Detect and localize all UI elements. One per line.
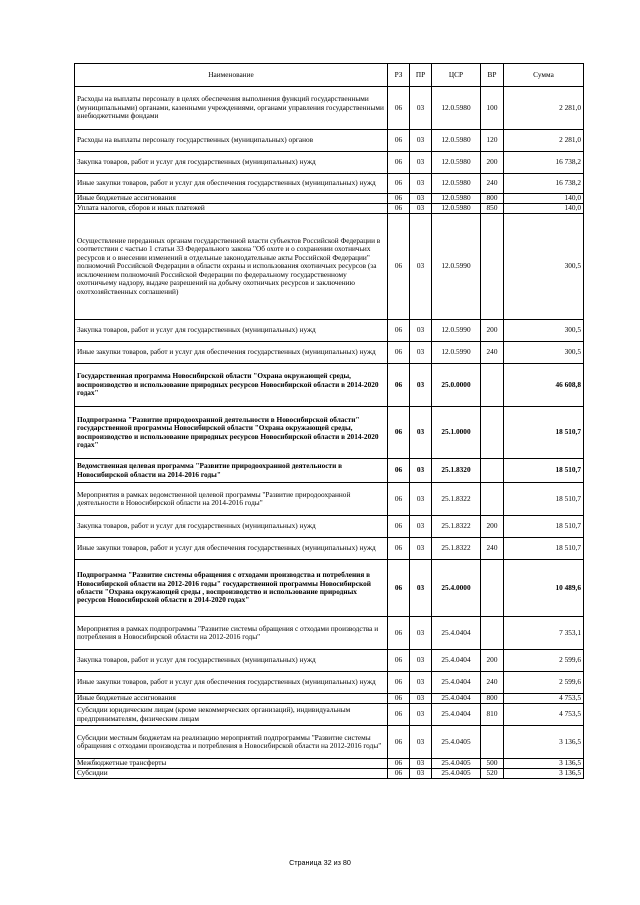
cell-rz: 06 xyxy=(388,694,410,704)
cell-sum: 18 510,7 xyxy=(504,483,584,516)
cell-vr xyxy=(481,407,504,459)
page-number: Страница 32 из 80 xyxy=(289,858,351,867)
table-row xyxy=(75,87,584,130)
cell-sum: 18 510,7 xyxy=(504,516,584,538)
cell-sum: 300,5 xyxy=(504,320,584,342)
cell-pr: 03 xyxy=(410,538,432,560)
cell-sum: 2 599,6 xyxy=(504,672,584,694)
cell-rz: 06 xyxy=(388,152,410,174)
cell-pr: 03 xyxy=(410,726,432,759)
cell-sum: 300,5 xyxy=(504,342,584,364)
cell-name: Мероприятия в рамках ведомственной целевой программы "Развитие природоохранной деятельности в Новосибирской области на 2014-2016 годы" xyxy=(75,483,388,516)
cell-vr: 200 xyxy=(481,152,504,174)
cell-vr: 100 xyxy=(481,87,504,130)
cell-sum: 4 753,5 xyxy=(504,694,584,704)
cell-rz: 06 xyxy=(388,538,410,560)
cell-name: Иные бюджетные ассигнования xyxy=(75,694,388,704)
table-row xyxy=(75,320,584,342)
cell-csr: 12.0.5980 xyxy=(432,174,481,194)
cell-vr xyxy=(481,364,504,407)
cell-csr: 12.0.5990 xyxy=(432,342,481,364)
cell-rz: 06 xyxy=(388,560,410,617)
cell-vr: 240 xyxy=(481,538,504,560)
cell-csr: 25.1.8322 xyxy=(432,516,481,538)
cell-vr: 240 xyxy=(481,672,504,694)
cell-vr: 850 xyxy=(481,204,504,214)
cell-name: Уплата налогов, сборов и иных платежей xyxy=(75,204,388,214)
cell-rz: 06 xyxy=(388,407,410,459)
cell-pr: 03 xyxy=(410,194,432,204)
cell-rz: 06 xyxy=(388,516,410,538)
cell-name: Иные бюджетные ассигнования xyxy=(75,194,388,204)
table-row xyxy=(75,407,584,459)
cell-name: Мероприятия в рамках подпрограммы "Развитие системы обращения с отходами производства и потребления в Новосибирской области на 2012-2016 годы" xyxy=(75,617,388,650)
cell-csr: 25.1.8322 xyxy=(432,538,481,560)
cell-vr: 120 xyxy=(481,130,504,152)
cell-sum: 3 136,5 xyxy=(504,759,584,769)
table-row xyxy=(75,152,584,174)
cell-sum: 3 136,5 xyxy=(504,726,584,759)
cell-csr: 25.1.0000 xyxy=(432,407,481,459)
table-row xyxy=(75,538,584,560)
cell-name: Осуществление переданных органам государственной власти субъектов Российской Федерации в соответствии с частью 1 статьи 33 Федерального закона "Об охоте и о сохранении охотничьих ресурсов и о внесении изменений в отдельные законодательные акты Российской Федерации" полномочий Российской Федерации в области охраны и использования охотничьих ресурсов (за исключением полномочий Российской Федерации по федеральному государственному охотничьему надзору, выдаче разрешений на добычу охотничьих ресурсов и заключению охотхозяйственных соглашений) xyxy=(75,214,388,320)
cell-rz: 06 xyxy=(388,320,410,342)
cell-vr xyxy=(481,459,504,483)
cell-pr: 03 xyxy=(410,364,432,407)
cell-vr: 800 xyxy=(481,694,504,704)
table-row xyxy=(75,650,584,672)
table-row xyxy=(75,617,584,650)
table-header-row xyxy=(75,64,584,87)
cell-rz: 06 xyxy=(388,459,410,483)
header-name: Наименование xyxy=(75,64,388,87)
cell-pr: 03 xyxy=(410,694,432,704)
cell-csr: 12.0.5980 xyxy=(432,204,481,214)
cell-csr: 12.0.5990 xyxy=(432,320,481,342)
table-row xyxy=(75,672,584,694)
cell-csr: 12.0.5980 xyxy=(432,130,481,152)
cell-rz: 06 xyxy=(388,342,410,364)
cell-pr: 03 xyxy=(410,769,432,779)
cell-sum: 2 281,0 xyxy=(504,130,584,152)
cell-pr: 03 xyxy=(410,214,432,320)
cell-pr: 03 xyxy=(410,320,432,342)
cell-sum: 18 510,7 xyxy=(504,459,584,483)
cell-vr xyxy=(481,560,504,617)
cell-rz: 06 xyxy=(388,769,410,779)
cell-sum: 4 753,5 xyxy=(504,704,584,726)
cell-rz: 06 xyxy=(388,214,410,320)
cell-rz: 06 xyxy=(388,650,410,672)
cell-csr: 12.0.5980 xyxy=(432,194,481,204)
cell-pr: 03 xyxy=(410,483,432,516)
table-body xyxy=(75,87,584,779)
cell-rz: 06 xyxy=(388,726,410,759)
cell-sum: 2 281,0 xyxy=(504,87,584,130)
cell-rz: 06 xyxy=(388,364,410,407)
cell-vr: 200 xyxy=(481,516,504,538)
table-row xyxy=(75,194,584,204)
table-row xyxy=(75,459,584,483)
cell-vr: 520 xyxy=(481,769,504,779)
cell-name: Государственная программа Новосибирской области "Охрана окружающей среды, воспроизводство и использование природных ресурсов Новосибирской области в 2014-2020 годах" xyxy=(75,364,388,407)
cell-rz: 06 xyxy=(388,130,410,152)
cell-sum: 10 489,6 xyxy=(504,560,584,617)
cell-rz: 06 xyxy=(388,194,410,204)
cell-pr: 03 xyxy=(410,407,432,459)
cell-rz: 06 xyxy=(388,174,410,194)
table-row xyxy=(75,204,584,214)
cell-sum: 3 136,5 xyxy=(504,769,584,779)
cell-pr: 03 xyxy=(410,130,432,152)
table-row xyxy=(75,174,584,194)
cell-name: Расходы на выплаты персоналу в целях обеспечения выполнения функций государственными (муниципальными) органами, казенными учреждениями, органами управления государственными внебюджетными фондами xyxy=(75,87,388,130)
cell-csr: 25.0.0000 xyxy=(432,364,481,407)
cell-name: Субсидии xyxy=(75,769,388,779)
header-rz: РЗ xyxy=(388,64,410,87)
cell-csr: 12.0.5980 xyxy=(432,152,481,174)
cell-csr: 25.4.0404 xyxy=(432,617,481,650)
cell-name: Закупка товаров, работ и услуг для государственных (муниципальных) нужд xyxy=(75,516,388,538)
cell-pr: 03 xyxy=(410,152,432,174)
cell-pr: 03 xyxy=(410,516,432,538)
cell-pr: 03 xyxy=(410,174,432,194)
cell-name: Ведомственная целевая программа "Развитие природоохранной деятельности в Новосибирской области на 2014-2016 годы" xyxy=(75,459,388,483)
table-row xyxy=(75,483,584,516)
cell-sum: 300,5 xyxy=(504,214,584,320)
cell-rz: 06 xyxy=(388,759,410,769)
table-row xyxy=(75,364,584,407)
cell-sum: 7 353,1 xyxy=(504,617,584,650)
cell-csr: 25.4.0404 xyxy=(432,672,481,694)
cell-csr: 12.0.5990 xyxy=(432,214,481,320)
cell-csr: 25.1.8322 xyxy=(432,483,481,516)
cell-vr xyxy=(481,726,504,759)
cell-vr xyxy=(481,617,504,650)
cell-name: Межбюджетные трансферты xyxy=(75,759,388,769)
cell-rz: 06 xyxy=(388,617,410,650)
header-vr: ВР xyxy=(481,64,504,87)
cell-name: Субсидии юридическим лицам (кроме некоммерческих организаций), индивидуальным предпринимателям, физическим лицам xyxy=(75,704,388,726)
cell-rz: 06 xyxy=(388,204,410,214)
cell-csr: 25.4.0404 xyxy=(432,694,481,704)
cell-pr: 03 xyxy=(410,704,432,726)
cell-name: Подпрограмма "Развитие системы обращения с отходами производства и потребления в Новосибирской области на 2012-2016 годы" государственной программы Новосибирской области "Охрана окружающей среды , воспроизводство и использование природных ресурсов Новосибирской области в 2014-2020 годах" xyxy=(75,560,388,617)
cell-sum: 140,0 xyxy=(504,194,584,204)
cell-pr: 03 xyxy=(410,459,432,483)
cell-vr: 810 xyxy=(481,704,504,726)
cell-sum: 18 510,7 xyxy=(504,407,584,459)
cell-vr xyxy=(481,483,504,516)
cell-rz: 06 xyxy=(388,87,410,130)
cell-sum: 46 608,8 xyxy=(504,364,584,407)
cell-name: Закупка товаров, работ и услуг для государственных (муниципальных) нужд xyxy=(75,650,388,672)
cell-csr: 25.4.0405 xyxy=(432,759,481,769)
table-row xyxy=(75,342,584,364)
cell-csr: 25.4.0405 xyxy=(432,769,481,779)
cell-pr: 03 xyxy=(410,204,432,214)
table-row xyxy=(75,759,584,769)
cell-sum: 18 510,7 xyxy=(504,538,584,560)
cell-name: Подпрограмма "Развитие природоохранной деятельности в Новосибирской области" государственной программы Новосибирской области "Охрана окружающей среды, воспроизводство и использование природных ресурсов Новосибирской области в 2014-2020 годах" xyxy=(75,407,388,459)
cell-sum: 140,0 xyxy=(504,204,584,214)
cell-pr: 03 xyxy=(410,87,432,130)
cell-name: Иные закупки товаров, работ и услуг для обеспечения государственных (муниципальных) нужд xyxy=(75,174,388,194)
cell-name: Закупка товаров, работ и услуг для государственных (муниципальных) нужд xyxy=(75,320,388,342)
cell-pr: 03 xyxy=(410,672,432,694)
header-sum: Сумма xyxy=(504,64,584,87)
cell-rz: 06 xyxy=(388,704,410,726)
budget-table xyxy=(74,63,584,779)
cell-vr: 200 xyxy=(481,320,504,342)
table-row xyxy=(75,704,584,726)
cell-name: Расходы на выплаты персоналу государственных (муниципальных) органов xyxy=(75,130,388,152)
cell-name: Иные закупки товаров, работ и услуг для обеспечения государственных (муниципальных) нужд xyxy=(75,672,388,694)
cell-name: Субсидии местным бюджетам на реализацию мероприятий подпрограммы "Развитие системы обращения с отходами производства и потребления в Новосибирской области на 2012-2016 годы" xyxy=(75,726,388,759)
cell-csr: 25.4.0405 xyxy=(432,726,481,759)
header-pr: ПР xyxy=(410,64,432,87)
cell-vr: 800 xyxy=(481,194,504,204)
cell-rz: 06 xyxy=(388,672,410,694)
cell-pr: 03 xyxy=(410,617,432,650)
cell-name: Иные закупки товаров, работ и услуг для обеспечения государственных (муниципальных) нужд xyxy=(75,342,388,364)
cell-pr: 03 xyxy=(410,560,432,617)
cell-pr: 03 xyxy=(410,342,432,364)
cell-name: Закупка товаров, работ и услуг для государственных (муниципальных) нужд xyxy=(75,152,388,174)
cell-pr: 03 xyxy=(410,650,432,672)
table-row xyxy=(75,769,584,779)
cell-name: Иные закупки товаров, работ и услуг для обеспечения государственных (муниципальных) нужд xyxy=(75,538,388,560)
cell-csr: 25.1.8320 xyxy=(432,459,481,483)
table-row xyxy=(75,726,584,759)
table-row xyxy=(75,214,584,320)
cell-sum: 16 738,2 xyxy=(504,174,584,194)
cell-sum: 2 599,6 xyxy=(504,650,584,672)
table-row xyxy=(75,560,584,617)
cell-csr: 25.4.0404 xyxy=(432,704,481,726)
cell-vr: 240 xyxy=(481,342,504,364)
cell-csr: 12.0.5980 xyxy=(432,87,481,130)
cell-csr: 25.4.0000 xyxy=(432,560,481,617)
table-row xyxy=(75,516,584,538)
cell-csr: 25.4.0404 xyxy=(432,650,481,672)
table-row xyxy=(75,694,584,704)
cell-vr: 240 xyxy=(481,174,504,194)
cell-pr: 03 xyxy=(410,759,432,769)
cell-sum: 16 738,2 xyxy=(504,152,584,174)
cell-vr: 500 xyxy=(481,759,504,769)
cell-vr xyxy=(481,214,504,320)
header-csr: ЦСР xyxy=(432,64,481,87)
cell-vr: 200 xyxy=(481,650,504,672)
table-row xyxy=(75,130,584,152)
cell-rz: 06 xyxy=(388,483,410,516)
